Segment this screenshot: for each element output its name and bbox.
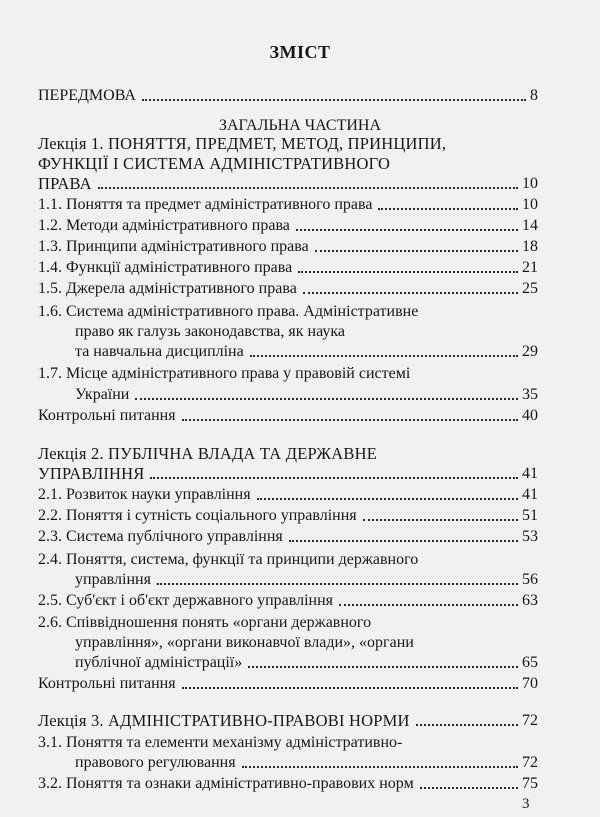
leader-dots <box>315 249 518 252</box>
toc-entry-text: України <box>75 386 130 403</box>
toc-entry-2-5[interactable] <box>38 591 538 610</box>
toc-entry-text: 2.3. Система публічного управління <box>38 528 283 545</box>
toc-entry-1-5[interactable] <box>38 279 538 298</box>
leader-dots <box>157 582 518 585</box>
leader-dots <box>242 765 518 768</box>
toc-entry-text: Контрольні питання <box>38 407 176 424</box>
toc-entry-lecture-3[interactable] <box>38 711 538 730</box>
leader-dots <box>363 518 518 521</box>
page-number: 3 <box>522 796 530 812</box>
toc-entry-text: Контрольні питання <box>38 675 176 692</box>
toc-entry-text: управління <box>75 571 151 588</box>
leader-dots <box>182 686 518 689</box>
toc-page-number: 65 <box>522 654 538 671</box>
toc-entry-1-6-line-1: 1.6. Система адміністративного права. Адміністративне <box>38 303 419 320</box>
toc-entry-lecture-1[interactable] <box>38 174 538 193</box>
leader-dots <box>98 186 518 189</box>
toc-entry-1-6-line-2: право як галузь законодавства, як наука <box>75 323 345 340</box>
toc-entry-text: 2.5. Суб'єкт і об'єкт державного управління <box>38 592 333 609</box>
toc-entry-2-2[interactable] <box>38 506 538 525</box>
leader-dots <box>303 291 518 294</box>
lecture-1-title-line-1: Лекція 1. ПОНЯТТЯ, ПРЕДМЕТ, МЕТОД, ПРИНЦИПИ, <box>38 134 447 153</box>
toc-page-number: 70 <box>522 675 538 692</box>
toc-entry-1-4[interactable] <box>38 258 538 277</box>
toc-page-number: 56 <box>522 571 538 588</box>
toc-page-number: 40 <box>522 407 538 424</box>
page-title: ЗМІСТ <box>269 42 331 62</box>
toc-entry-1-3[interactable] <box>38 237 538 256</box>
toc-entry-text: та навчальна дисципліна <box>75 343 244 360</box>
leader-dots <box>248 665 518 668</box>
toc-entry-2-4-line-1: 2.4. Поняття, система, функції та принципи державного <box>38 551 419 568</box>
toc-entry-2-4[interactable] <box>75 570 538 589</box>
leader-dots <box>135 397 518 400</box>
toc-page-number: 63 <box>522 592 538 609</box>
toc-entry-text: 3.2. Поняття та ознаки адміністративно-правових норм <box>38 775 414 792</box>
toc-entry-text: 1.3. Принципи адміністративного права <box>38 238 309 255</box>
toc-entry-lecture-1-control[interactable] <box>38 406 538 425</box>
toc-entry-2-6-line-1: 2.6. Співвідношення понять «органи державного <box>38 614 372 631</box>
toc-entry-text: 1.5. Джерела адміністративного права <box>38 280 297 297</box>
toc-page-number: 72 <box>522 712 538 729</box>
leader-dots <box>182 418 518 421</box>
toc-entry-text: 1.2. Методи адміністративного права <box>38 217 290 234</box>
leader-dots <box>289 539 518 542</box>
toc-entry-text: 1.1. Поняття та предмет адміністративного права <box>38 196 373 213</box>
toc-entry-text: Лекція 3. АДМІНІСТРАТИВНО-ПРАВОВІ НОРМИ <box>38 711 410 730</box>
toc-entry-1-2[interactable] <box>38 216 538 235</box>
toc-page-number: 18 <box>522 238 538 255</box>
toc-page-number: 8 <box>530 87 538 104</box>
leader-dots <box>339 603 518 606</box>
lecture-1-title-line-2: ФУНКЦІЇ І СИСТЕМА АДМІНІСТРАТИВНОГО <box>38 154 391 173</box>
leader-dots <box>298 270 518 273</box>
toc-entry-2-6[interactable] <box>75 653 538 672</box>
toc-entry-2-1[interactable] <box>38 485 538 504</box>
part-title: ЗАГАЛЬНА ЧАСТИНА <box>218 117 382 134</box>
toc-entry-2-6-line-2: управління», «органи виконавчої влади», «органи <box>75 634 414 651</box>
leader-dots <box>378 207 518 210</box>
toc-entry-2-3[interactable] <box>38 527 538 546</box>
toc-page-number: 51 <box>522 507 538 524</box>
leader-dots <box>150 476 518 479</box>
toc-page-number: 35 <box>522 386 538 403</box>
toc-entry-3-2[interactable] <box>38 774 538 793</box>
leader-dots <box>416 723 518 726</box>
toc-entry-lecture-2-control[interactable] <box>38 674 538 693</box>
leader-dots <box>420 786 518 789</box>
toc-entry-1-1[interactable] <box>38 195 538 214</box>
toc-entry-3-1-line-1: 3.1. Поняття та елементи механізму адміністративно- <box>38 734 403 751</box>
toc-entry-text: 1.4. Функції адміністративного права <box>38 259 293 276</box>
toc-entry-text: 2.1. Розвиток науки управління <box>38 486 251 503</box>
leader-dots <box>250 354 518 357</box>
toc-entry-1-6[interactable] <box>75 342 538 361</box>
toc-page-number: 72 <box>522 754 538 771</box>
toc-page-number: 10 <box>522 175 538 192</box>
leader-dots <box>257 497 518 500</box>
toc-entry-3-1[interactable] <box>75 753 538 772</box>
toc-entry-text: ПРАВА <box>38 174 92 193</box>
toc-entry-1-7-line-1: 1.7. Місце адміністративного права у правовій системі <box>38 365 411 382</box>
toc-page-number: 29 <box>522 343 538 360</box>
toc-page-number: 41 <box>522 465 538 482</box>
lecture-2-title-line-1: Лекція 2. ПУБЛІЧНА ВЛАДА ТА ДЕРЖАВНЕ <box>38 444 377 463</box>
leader-dots <box>142 98 526 101</box>
toc-page-number: 14 <box>522 217 538 234</box>
toc-entry-text: УПРАВЛІННЯ <box>38 464 145 483</box>
toc-entry-text: ПЕРЕДМОВА <box>38 87 136 104</box>
toc-page-number: 21 <box>522 259 538 276</box>
toc-entry-preface[interactable] <box>38 86 538 105</box>
toc-entry-1-7[interactable] <box>75 385 538 404</box>
toc-page-number: 41 <box>522 486 538 503</box>
leader-dots <box>296 228 518 231</box>
toc-entry-lecture-2[interactable] <box>38 464 538 483</box>
toc-page-number: 10 <box>522 196 538 213</box>
toc-entry-text: 2.2. Поняття і сутність соціального управління <box>38 507 357 524</box>
toc-entry-text: правового регулювання <box>75 754 236 771</box>
toc-page-number: 25 <box>522 280 538 297</box>
toc-page-number: 75 <box>522 775 538 792</box>
toc-page-number: 53 <box>522 528 538 545</box>
toc-entry-text: публічної адміністрації» <box>75 654 243 671</box>
